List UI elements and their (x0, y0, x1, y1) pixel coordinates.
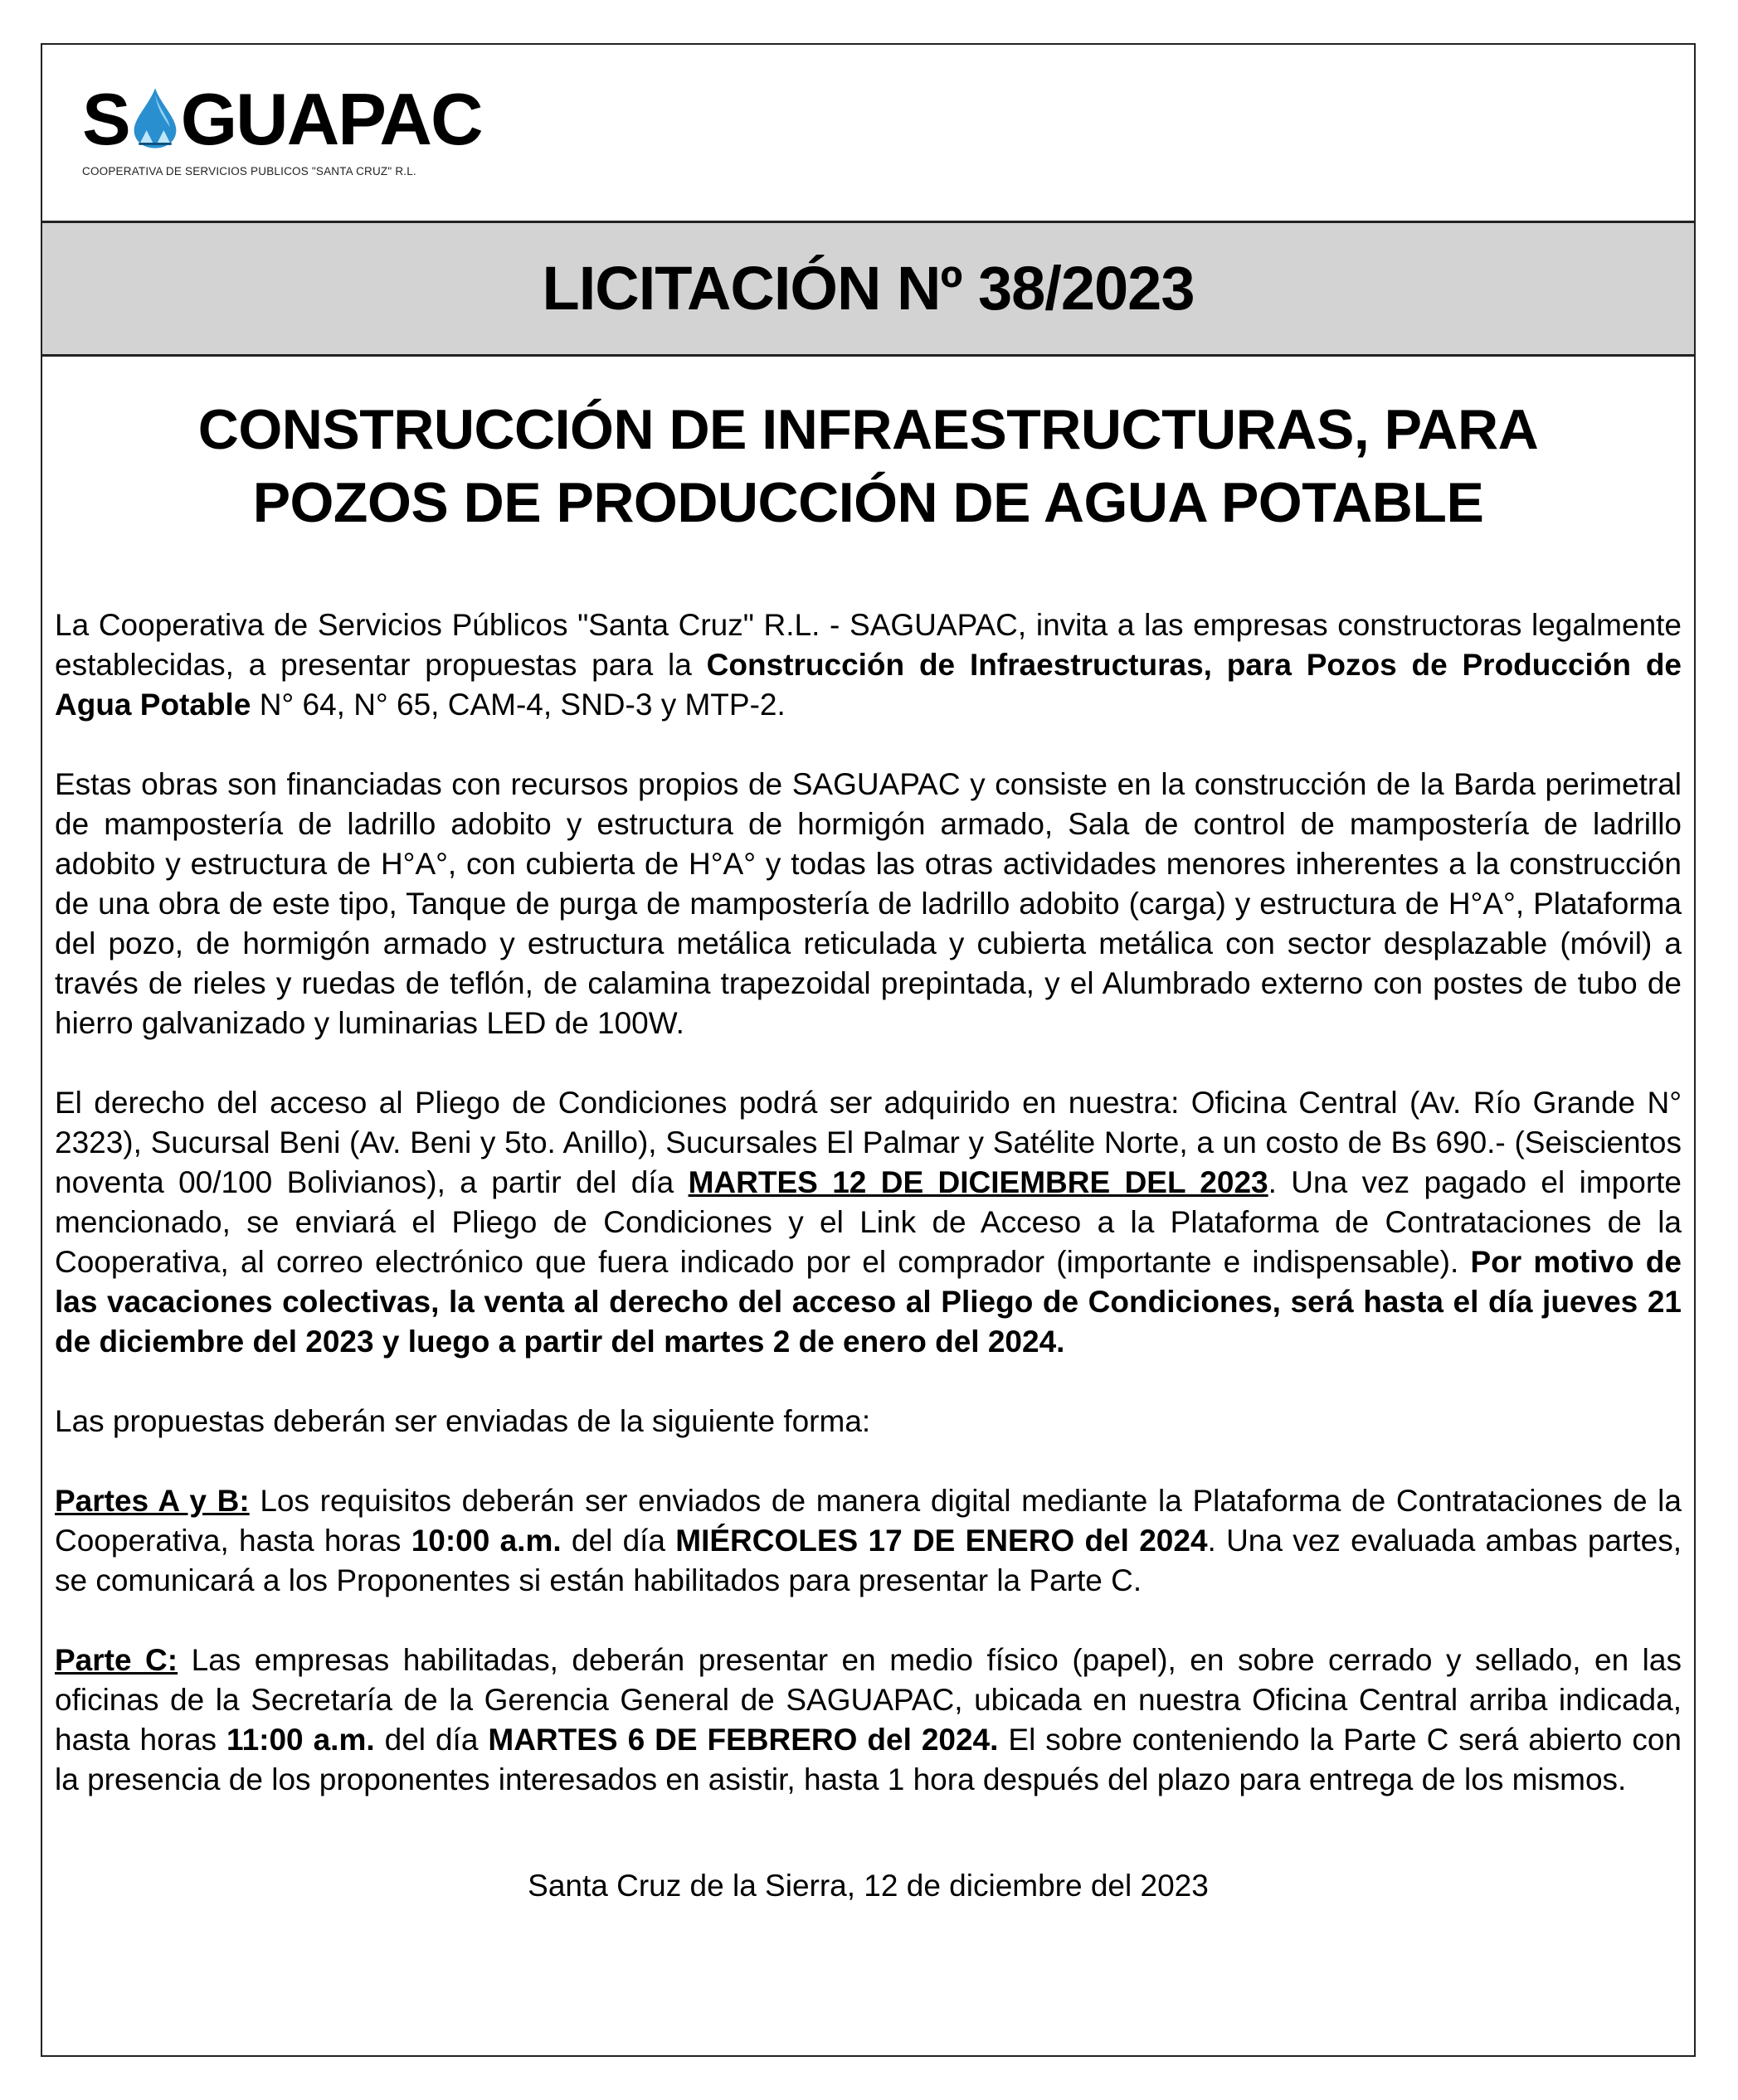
document-body (55, 605, 1682, 1800)
text: Los requisitos deberán ser enviados de manera digital mediante la Plataforma de Contrataciones de la Cooperativa, hasta horas (55, 1484, 1682, 1558)
logo-letters-guapac: GUAPAC (180, 78, 482, 160)
water-drop-icon (129, 86, 181, 149)
logo-subtitle: COOPERATIVA DE SERVICIOS PUBLICOS "SANTA CRUZ" R.L. (82, 165, 416, 177)
bold-text: Construcción de Infraestructuras, para Pozos de Producción de Agua Potable (55, 648, 1682, 722)
subtitle-line-1: CONSTRUCCIÓN DE INFRAESTRUCTURAS, PARA (197, 398, 1539, 461)
logo-area (42, 45, 1694, 221)
paragraph-invitation (55, 605, 1682, 725)
page-title: LICITACIÓN Nº 38/2023 (542, 254, 1195, 323)
text: . Una vez evaluada ambas partes, se comunicará a los Proponentes si están habilitados para presentar la Parte C. (55, 1524, 1682, 1597)
deadline-time: 11:00 a.m. (226, 1723, 375, 1757)
text: El sobre conteniendo la Parte C será abierto con la presencia de los proponentes interesados en asistir, hasta 1 hora después del plazo para entrega de los mismos. (55, 1723, 1682, 1796)
logo-wordmark (82, 78, 530, 161)
text: Las empresas habilitadas, deberán presentar en medio físico (papel), en sobre cerrado y sellado, en las oficinas de la Secretaría de la Gerencia General de SAGUAPAC, ubicada en nuestra Oficina Central arriba indicada, hasta horas (55, 1643, 1682, 1757)
section-label: Parte C: (55, 1643, 178, 1677)
document-frame (41, 43, 1696, 2057)
deadline-date: MIÉRCOLES 17 DE ENERO del 2024 (675, 1524, 1208, 1558)
paragraph-parts-a-b (55, 1481, 1682, 1601)
text: N° 64, N° 65, CAM-4, SND-3 y MTP-2. (251, 688, 786, 722)
text: . Una vez pagado el importe mencionado, se enviará el Pliego de Condiciones y el Link de Acceso a la Plataforma de Contrataciones de la Cooperativa, al correo electrónico que fuera indicado por el comprador (importante e indispensable). (55, 1165, 1682, 1279)
date-line: Santa Cruz de la Sierra, 12 de diciembre del 2023 (528, 1869, 1209, 1903)
section-label: Partes A y B: (55, 1484, 250, 1518)
paragraph-financing: Estas obras son financiadas con recursos propios de SAGUAPAC y consiste en la construcción de la Barda perimetral de mampostería de ladrillo adobito y estructura de hormigón armado, Sala de control de mampostería de ladrillo adobito y estructura de H°A°, con cubierta de H°A° y todas las otras actividades menores inherentes a la construcción de una obra de este tipo, Tanque de purga de mampostería de ladrillo adobito (carga) y estructura de H°A°, Plataforma del pozo, de hormigón armado y estructura metálica reticulada y cubierta metálica con sector desplazable (móvil) a través de rieles y ruedas de teflón, de calamina trapezoidal prepintada, y el Alumbrado externo con postes de tubo de hierro galvanizado y luminarias LED de 100W. (55, 767, 1682, 1040)
tender-subtitle (42, 393, 1694, 539)
deadline-date: MARTES 6 DE FEBRERO del 2024. (488, 1723, 999, 1757)
paragraph-access (55, 1083, 1682, 1362)
deadline-time: 10:00 a.m. (411, 1524, 562, 1558)
paragraph-submission-intro: Las propuestas deberán ser enviadas de la siguiente forma: (55, 1404, 871, 1438)
text: del día (374, 1723, 489, 1757)
text: El derecho del acceso al Pliego de Condiciones podrá ser adquirido en nuestra: Oficina Central (Av. Río Grande N° 2323), Sucursal Beni (Av. Beni y 5to. Anillo), Sucursales El Palmar y Satélite Norte, a un costo de Bs 690.- (Seiscientos noventa 00/100 Bolivianos), a partir del día (55, 1086, 1682, 1199)
title-band (42, 221, 1694, 357)
paragraph-part-c (55, 1641, 1682, 1800)
text: La Cooperativa de Servicios Públicos "Santa Cruz" R.L. - SAGUAPAC, invita a las empresas constructoras legalmente establecidas, a presentar propuestas para la (55, 608, 1682, 682)
vacation-notice: Por motivo de las vacaciones colectivas, la venta al derecho del acceso al Pliego de Condiciones, será hasta el día jueves 21 de diciembre del 2023 y luego a partir del martes 2 de enero del 2024. (55, 1245, 1682, 1359)
subtitle-line-2: POZOS DE PRODUCCIÓN DE AGUA POTABLE (252, 471, 1484, 534)
text: del día (561, 1524, 676, 1558)
saguapac-logo (82, 78, 530, 179)
sale-start-date: MARTES 12 DE DICIEMBRE DEL 2023 (688, 1165, 1268, 1199)
logo-letter-s: S (82, 78, 129, 160)
